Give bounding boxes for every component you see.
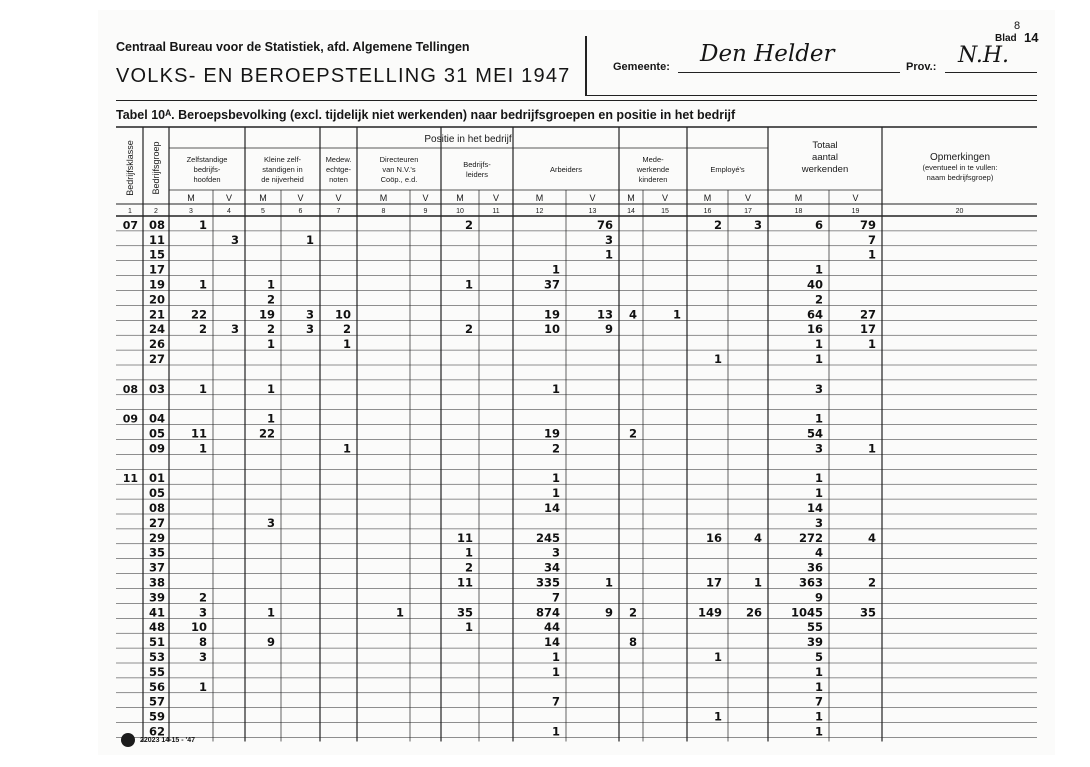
column-number: 10 [456,208,464,215]
group-header-line: werkende [636,165,670,174]
cell-value: 3 [198,650,207,664]
cell-value: 1 [814,471,823,486]
group-header-line: hoofden [193,175,221,184]
cell-value: 1 [814,679,823,694]
cell-value: 8 [628,635,637,650]
cell-value: 1 [814,709,823,724]
cell-value: 36 [806,560,823,575]
bedrijfsgroep-value: 62 [149,724,166,739]
bedrijfsgroep-value: 48 [149,620,166,635]
column-number: 4 [227,208,231,215]
cell-value: 3 [305,322,314,337]
bedrijfsgroep-value: 01 [149,471,166,486]
cell-value: 9 [814,590,823,605]
sex-label: V [297,193,304,203]
bedrijfsgroep-value: 24 [149,322,166,337]
cell-value: 7 [867,232,876,247]
positie-header: Positie in het bedrijf [424,134,512,145]
cell-value: 4 [753,530,762,545]
cell-value: 22 [258,426,275,441]
bedrijfsgroep-value: 11 [149,232,166,247]
cell-value: 1 [713,650,722,664]
blad-number: 14 [1024,30,1039,45]
cell-value: 17 [705,575,722,590]
bedrijfsgroep-value: 15 [149,247,166,262]
bedrijfsgroep-value: 39 [149,590,166,605]
sex-label: M [379,193,388,203]
cell-value: 1 [464,620,473,635]
bedrijfsgroep-value: 21 [149,307,166,322]
group-header-line: Zelfstandige [186,155,228,164]
group-header-line: Directeuren [379,155,419,164]
bedrijfsgroep-value: 09 [149,441,166,456]
totaal-header-line: werkenden [801,164,849,175]
cell-value: 5 [814,650,823,664]
group-header-line: Kleine zelf- [263,155,302,164]
cell-value: 1 [867,337,876,352]
cell-value: 3 [753,217,762,232]
cell-value: 1 [814,262,823,277]
gemeente-label: Gemeente: [613,61,670,73]
printer-logo-icon [121,733,135,747]
bedrijfsgroep-value: 20 [149,292,166,307]
bedrijfsgroep-value: 41 [149,605,166,620]
cell-value: 14 [543,635,560,650]
column-number: 9 [423,208,428,215]
column-number: 12 [535,208,544,215]
group-header-line: leiders [465,170,489,179]
cell-value: 9 [604,605,613,620]
opmerkingen-header-line: Opmerkingen [929,152,991,163]
cell-value: 44 [543,620,560,635]
cell-value: 1 [814,664,823,679]
gemeente-value: Den Helder [700,41,835,67]
cell-value: 37 [543,277,560,292]
cell-value: 335 [535,575,560,590]
cell-value: 3 [604,232,613,247]
group-header-line: Coöp., e.d. [380,175,418,184]
bedrijfsgroep-value: 35 [149,545,166,560]
cell-value: 2 [628,605,637,620]
bedrijfsgroep-value: 19 [149,277,166,292]
cell-value: 7 [814,694,823,709]
cell-value: 1045 [790,605,823,620]
group-header-line: van N.V.'s [382,165,416,174]
cell-value: 1 [551,486,560,501]
cell-value: 3 [814,515,823,530]
cell-value: 3 [266,515,275,530]
cell-value: 3 [814,381,823,396]
bedrijfsgroep-value: 55 [149,664,166,679]
cell-value: 64 [806,307,823,322]
cell-value: 1 [551,650,560,664]
cell-value: 1 [198,381,207,396]
bedrijfsgroep-value: 17 [149,262,166,277]
cell-value: 35 [859,605,876,620]
group-header-line: de nijverheid [261,175,304,184]
sex-label: M [535,193,544,203]
agency-header: Centraal Bureau voor de Statistiek, afd. Algemene Tellingen [116,40,470,54]
column-number: 11 [492,208,500,215]
sex-label: M [187,193,195,203]
cell-value: 1 [198,441,207,456]
cell-value: 2 [464,322,473,337]
cell-value: 1 [395,605,404,620]
cell-value: 272 [798,530,823,545]
bedrijfsgroep-value: 38 [149,575,166,590]
cell-value: 40 [806,277,823,292]
cell-value: 3 [551,545,560,560]
cell-value: 1 [604,575,613,590]
cell-value: 3 [305,307,314,322]
column-number: 14 [627,208,635,215]
cell-value: 2 [342,322,351,337]
cell-value: 1 [867,247,876,262]
bedrijfsgroep-value: 56 [149,679,166,694]
opmerkingen-header-line: (eventueel in te vullen: [922,163,998,172]
sex-label: M [627,193,635,203]
cell-value: 3 [230,322,239,337]
cell-value: 2 [266,292,275,307]
totaal-header-line: aantal [812,152,838,163]
cell-value: 1 [464,545,473,560]
cell-value: 1 [814,486,823,501]
cell-value: 11 [456,575,473,590]
group-header-line: kinderen [638,175,668,184]
blad-mark: 8 [1014,20,1021,32]
cell-value: 2 [464,217,473,232]
cell-value: 2 [628,426,637,441]
cell-value: 1 [551,724,560,739]
group-header-line: bedrijfs- [193,165,221,174]
cell-value: 1 [342,337,351,352]
cell-value: 39 [806,635,823,650]
cell-value: 6 [814,217,823,232]
sex-label: V [225,193,233,203]
cell-value: 9 [604,322,613,337]
cell-value: 34 [543,560,560,575]
cell-value: 27 [859,307,876,322]
bedrijfsklasse-value: 09 [122,412,138,426]
cell-value: 1 [198,679,207,694]
census-title: VOLKS- EN BEROEPSTELLING 31 MEI 1947 [116,65,571,87]
cell-value: 11 [190,426,207,441]
prov-label: Prov.: [906,61,937,73]
cell-value: 55 [806,620,823,635]
bedrijfsklasse-value: 11 [122,472,138,486]
cell-value: 8 [198,635,207,650]
column-number: 18 [794,208,803,215]
bedrijfsgroep-value: 08 [149,501,166,515]
bedrijfsgroep-value: 51 [149,635,166,650]
totaal-header-line: Totaal [812,140,838,151]
cell-value: 16 [705,530,722,545]
column-number: 7 [336,208,341,215]
cell-value: 17 [859,322,876,337]
cell-value: 14 [543,501,560,515]
cell-value: 1 [551,381,560,396]
bedrijfsgroep-value: 03 [149,381,166,396]
cell-value: 363 [798,575,823,590]
cell-value: 1 [604,247,613,262]
cell-value: 7 [551,590,560,605]
sex-label: V [589,193,596,203]
cell-value: 13 [596,307,613,322]
bedrijfsgroep-value: 05 [149,426,166,441]
column-number: 6 [298,208,303,215]
sex-label: V [492,193,500,203]
cell-value: 35 [456,605,473,620]
column-number: 5 [261,208,265,215]
cell-value: 2 [198,322,207,337]
cell-value: 1 [266,605,275,620]
cell-value: 1 [814,352,823,366]
cell-value: 2 [266,322,275,337]
group-header-line: Bedrijfs- [463,160,491,169]
cell-value: 7 [551,694,560,709]
cell-value: 11 [456,530,473,545]
cell-value: 22 [190,307,207,322]
cell-value: 1 [814,337,823,352]
print-code: 22023 14-15 - '47 [140,737,195,744]
group-header-line: standigen in [262,165,303,174]
sex-label: V [661,193,669,203]
cell-value: 1 [713,709,722,724]
group-header-line: Arbeiders [549,165,583,174]
cell-value: 4 [814,545,823,560]
cell-value: 245 [535,530,560,545]
prov-value: N.H. [958,43,1010,68]
cell-value: 2 [867,575,876,590]
cell-value: 54 [806,426,823,441]
cell-value: 1 [342,441,351,456]
cell-value: 1 [198,217,207,232]
bedrijfsgroep-value: 37 [149,560,166,575]
group-header-line: Employé's [710,165,745,174]
cell-value: 1 [305,232,314,247]
column-number: 17 [744,208,752,215]
cell-value: 149 [697,605,722,620]
sex-label: M [703,193,712,203]
column-number: 8 [381,208,386,215]
bedrijfsklasse-value: 07 [122,218,138,232]
cell-value: 1 [266,337,275,352]
column-number: 16 [703,208,712,215]
cell-value: 10 [190,620,207,635]
cell-value: 2 [198,590,207,605]
bedrijfsklasse-header: Bedrijfsklasse [125,140,135,196]
sex-label: M [794,193,803,203]
sex-label: V [744,193,752,203]
column-number: 13 [588,208,597,215]
cell-value: 16 [806,322,823,337]
cell-value: 1 [672,307,681,322]
cell-value: 2 [814,292,823,307]
cell-value: 10 [334,307,351,322]
cell-value: 874 [535,605,560,620]
cell-value: 1 [814,724,823,739]
cell-value: 1 [867,441,876,456]
cell-value: 19 [258,307,275,322]
cell-value: 1 [266,381,275,396]
bedrijfsgroep-value: 59 [149,709,166,724]
bedrijfsgroep-value: 26 [149,337,166,352]
sex-label: V [852,193,859,203]
cell-value: 1 [266,411,275,426]
cell-value: 4 [628,307,637,322]
bedrijfsgroep-value: 29 [149,530,166,545]
sex-label: V [422,193,429,203]
group-header-line: noten [329,175,348,184]
cell-value: 1 [753,575,762,590]
group-header-line: echtge- [325,165,352,174]
column-number: 20 [955,208,964,215]
cell-value: 1 [814,411,823,426]
cell-value: 19 [543,307,560,322]
cell-value: 14 [806,501,823,515]
cell-value: 1 [551,664,560,679]
bedrijfsgroep-value: 27 [149,352,166,366]
sex-label: V [335,193,342,203]
cell-value: 1 [464,277,473,292]
cell-value: 19 [543,426,560,441]
bedrijfsgroep-value: 27 [149,515,166,530]
cell-value: 1 [198,277,207,292]
group-header-line: Mede- [642,155,664,164]
cell-value: 79 [859,217,876,232]
group-header-line: Medew. [325,155,352,164]
cell-value: 1 [266,277,275,292]
cell-value: 2 [551,441,560,456]
cell-value: 1 [551,471,560,486]
cell-value: 1 [551,262,560,277]
cell-value: 26 [745,605,762,620]
bedrijfsgroep-value: 53 [149,650,166,664]
cell-value: 3 [230,232,239,247]
bedrijfsgroep-value: 57 [149,694,166,709]
blad-label: Blad [995,33,1017,44]
bedrijfsgroep-value: 08 [149,217,166,232]
table-title: Tabel 10ᴬ. Beroepsbevolking (excl. tijdelijk niet werkenden) naar bedrijfsgroepen en positie in het bedrijf [116,108,736,122]
column-number: 19 [851,208,860,215]
cell-value: 1 [713,352,722,366]
cell-value: 3 [198,605,207,620]
cell-value: 3 [814,441,823,456]
bedrijfsklasse-value: 08 [122,382,138,396]
bedrijfsgroep-header: Bedrijfsgroep [151,141,161,195]
cell-value: 2 [713,217,722,232]
column-number: 1 [128,208,132,215]
sex-label: M [456,193,464,203]
column-number: 3 [189,208,193,215]
opmerkingen-header-line: naam bedrijfsgroep) [926,173,994,182]
cell-value: 10 [543,322,560,337]
cell-value: 9 [266,635,275,650]
column-number: 2 [154,208,158,215]
cell-value: 76 [596,217,613,232]
bedrijfsgroep-value: 05 [149,486,166,501]
column-number: 15 [661,208,669,215]
bedrijfsgroep-value: 04 [149,411,166,426]
cell-value: 2 [464,560,473,575]
cell-value: 4 [867,530,876,545]
sex-label: M [259,193,267,203]
